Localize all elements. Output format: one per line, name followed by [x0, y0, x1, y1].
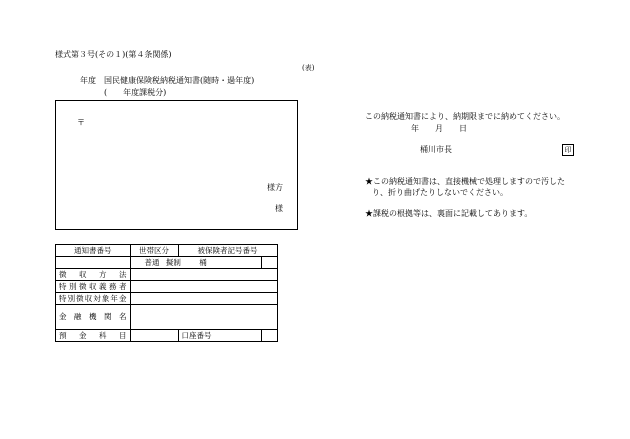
honorific-sama: 様 — [275, 204, 283, 213]
table-row — [56, 281, 278, 293]
form-id: 様式第３号(その１)(第４条関係) — [55, 50, 172, 59]
header-household-class: 世帯区分 — [130, 245, 178, 257]
label-collection-method: 徴 収 方 法 — [56, 269, 131, 281]
label-financial-institution: 金 融 機 関 名 — [56, 305, 131, 330]
header-insured-number: 被保険者記号番号 — [178, 245, 277, 257]
insured-number-value — [261, 257, 277, 269]
notice-number-value — [56, 257, 131, 269]
header-notice-number: 通知書番号 — [56, 245, 131, 257]
label-special-collection-obligor: 特別徴収義務者 — [56, 281, 131, 293]
option-regular: 普通 — [144, 258, 160, 267]
option-special: 擬制 — [165, 258, 181, 267]
note-tax-basis: ★課税の根拠等は、裏面に記載してあります。 — [365, 209, 533, 218]
label-deposit-type: 預 金 科 目 — [56, 330, 131, 342]
table-row — [56, 330, 278, 342]
table-row — [56, 269, 278, 281]
address-box — [55, 100, 298, 230]
postal-mark: 〒 — [77, 118, 85, 127]
label-account-number: 口座番号 — [178, 330, 261, 342]
household-class-options — [130, 257, 261, 269]
honorific-sama-kata: 様方 — [267, 183, 283, 192]
mayor-name: 桶川市長 — [420, 145, 452, 154]
pay-message: この納税通知書により、納期限までに納めてください。 — [365, 112, 565, 121]
page-title: 年度 国民健康保険税納税通知書(随時・過年度) — [80, 76, 255, 85]
note-machine-line1: ★この納税通知書は、直接機械で処理しますので汚した — [365, 177, 565, 186]
option-ke: 桶 — [199, 258, 207, 267]
seal-mark: 印 — [562, 144, 574, 156]
table-row — [56, 245, 278, 257]
note-machine-line2: り、折り曲げたりしないでください。 — [372, 188, 508, 197]
date-line: 年 月 日 — [411, 124, 467, 133]
table-row — [56, 257, 278, 269]
label-special-collection-pension: 特別徴収対象年金 — [56, 293, 131, 305]
side-label: (表) — [302, 64, 315, 72]
table-row — [56, 305, 278, 330]
table-row — [56, 293, 278, 305]
info-table — [55, 244, 278, 342]
page-subtitle: ( 年度課税分) — [104, 88, 167, 97]
